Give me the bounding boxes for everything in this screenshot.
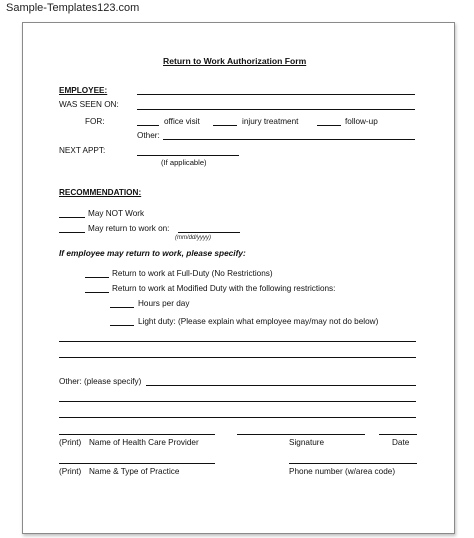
hours-per-day-field[interactable] bbox=[110, 307, 134, 308]
follow-up-checkline[interactable] bbox=[317, 125, 341, 126]
explanation-line-1[interactable] bbox=[59, 341, 416, 342]
injury-treatment-label: injury treatment bbox=[242, 117, 299, 126]
full-duty-checkline[interactable] bbox=[85, 277, 109, 278]
date-format-note: (mm/dd/yyyy) bbox=[175, 235, 211, 241]
practice-name-field[interactable] bbox=[59, 463, 215, 464]
recommendation-heading: RECOMMENDATION: bbox=[59, 188, 142, 197]
date-label: Date bbox=[392, 438, 410, 447]
watermark: Sample-Templates123.com bbox=[6, 2, 140, 14]
hours-per-day-label: Hours per day bbox=[138, 299, 190, 308]
office-visit-checkline[interactable] bbox=[137, 125, 159, 126]
may-return-label: May return to work on: bbox=[88, 224, 170, 233]
may-return-checkline[interactable] bbox=[59, 232, 85, 233]
other-label: Other: bbox=[137, 131, 160, 140]
may-not-work-label: May NOT Work bbox=[88, 209, 145, 218]
light-duty-label: Light duty: (Please explain what employee may/may not do below) bbox=[138, 317, 379, 326]
other-field[interactable] bbox=[163, 139, 415, 140]
was-seen-on-field[interactable] bbox=[137, 109, 415, 110]
modified-duty-label: Return to work at Modified Duty with the following restrictions: bbox=[112, 284, 336, 293]
phone-field[interactable] bbox=[289, 463, 417, 464]
next-appt-label: NEXT APPT: bbox=[59, 146, 106, 155]
form-paper bbox=[22, 22, 455, 534]
other-specify-field[interactable] bbox=[146, 385, 416, 386]
provider-name-label: Name of Health Care Provider bbox=[89, 438, 199, 447]
signature-field[interactable] bbox=[237, 434, 365, 435]
print-label-1: (Print) bbox=[59, 438, 82, 447]
practice-name-label: Name & Type of Practice bbox=[89, 467, 180, 476]
specify-heading: If employee may return to work, please specify: bbox=[59, 248, 246, 258]
form-title: Return to Work Authorization Form bbox=[163, 56, 307, 66]
employee-name-field[interactable] bbox=[137, 94, 415, 95]
signature-label: Signature bbox=[289, 438, 325, 447]
follow-up-label: follow-up bbox=[345, 117, 378, 126]
provider-name-field[interactable] bbox=[59, 434, 215, 435]
phone-label: Phone number (w/area code) bbox=[289, 467, 396, 476]
if-applicable-note: (If applicable) bbox=[161, 158, 207, 167]
other-specify-label: Other: (please specify) bbox=[59, 377, 142, 386]
modified-duty-checkline[interactable] bbox=[85, 292, 109, 293]
full-duty-label: Return to work at Full-Duty (No Restrictions) bbox=[112, 269, 273, 278]
office-visit-label: office visit bbox=[164, 117, 200, 126]
return-date-field[interactable] bbox=[178, 232, 240, 233]
light-duty-checkline[interactable] bbox=[110, 325, 134, 326]
employee-heading: EMPLOYEE: bbox=[59, 86, 108, 95]
date-field[interactable] bbox=[379, 434, 417, 435]
for-label: FOR: bbox=[85, 117, 105, 126]
was-seen-on-label: WAS SEEN ON: bbox=[59, 100, 119, 109]
print-label-2: (Print) bbox=[59, 467, 82, 476]
may-not-work-checkline[interactable] bbox=[59, 217, 85, 218]
other-specify-line-3[interactable] bbox=[59, 417, 416, 418]
injury-treatment-checkline[interactable] bbox=[213, 125, 237, 126]
other-specify-line-2[interactable] bbox=[59, 401, 416, 402]
next-appt-field[interactable] bbox=[137, 155, 239, 156]
explanation-line-2[interactable] bbox=[59, 357, 416, 358]
